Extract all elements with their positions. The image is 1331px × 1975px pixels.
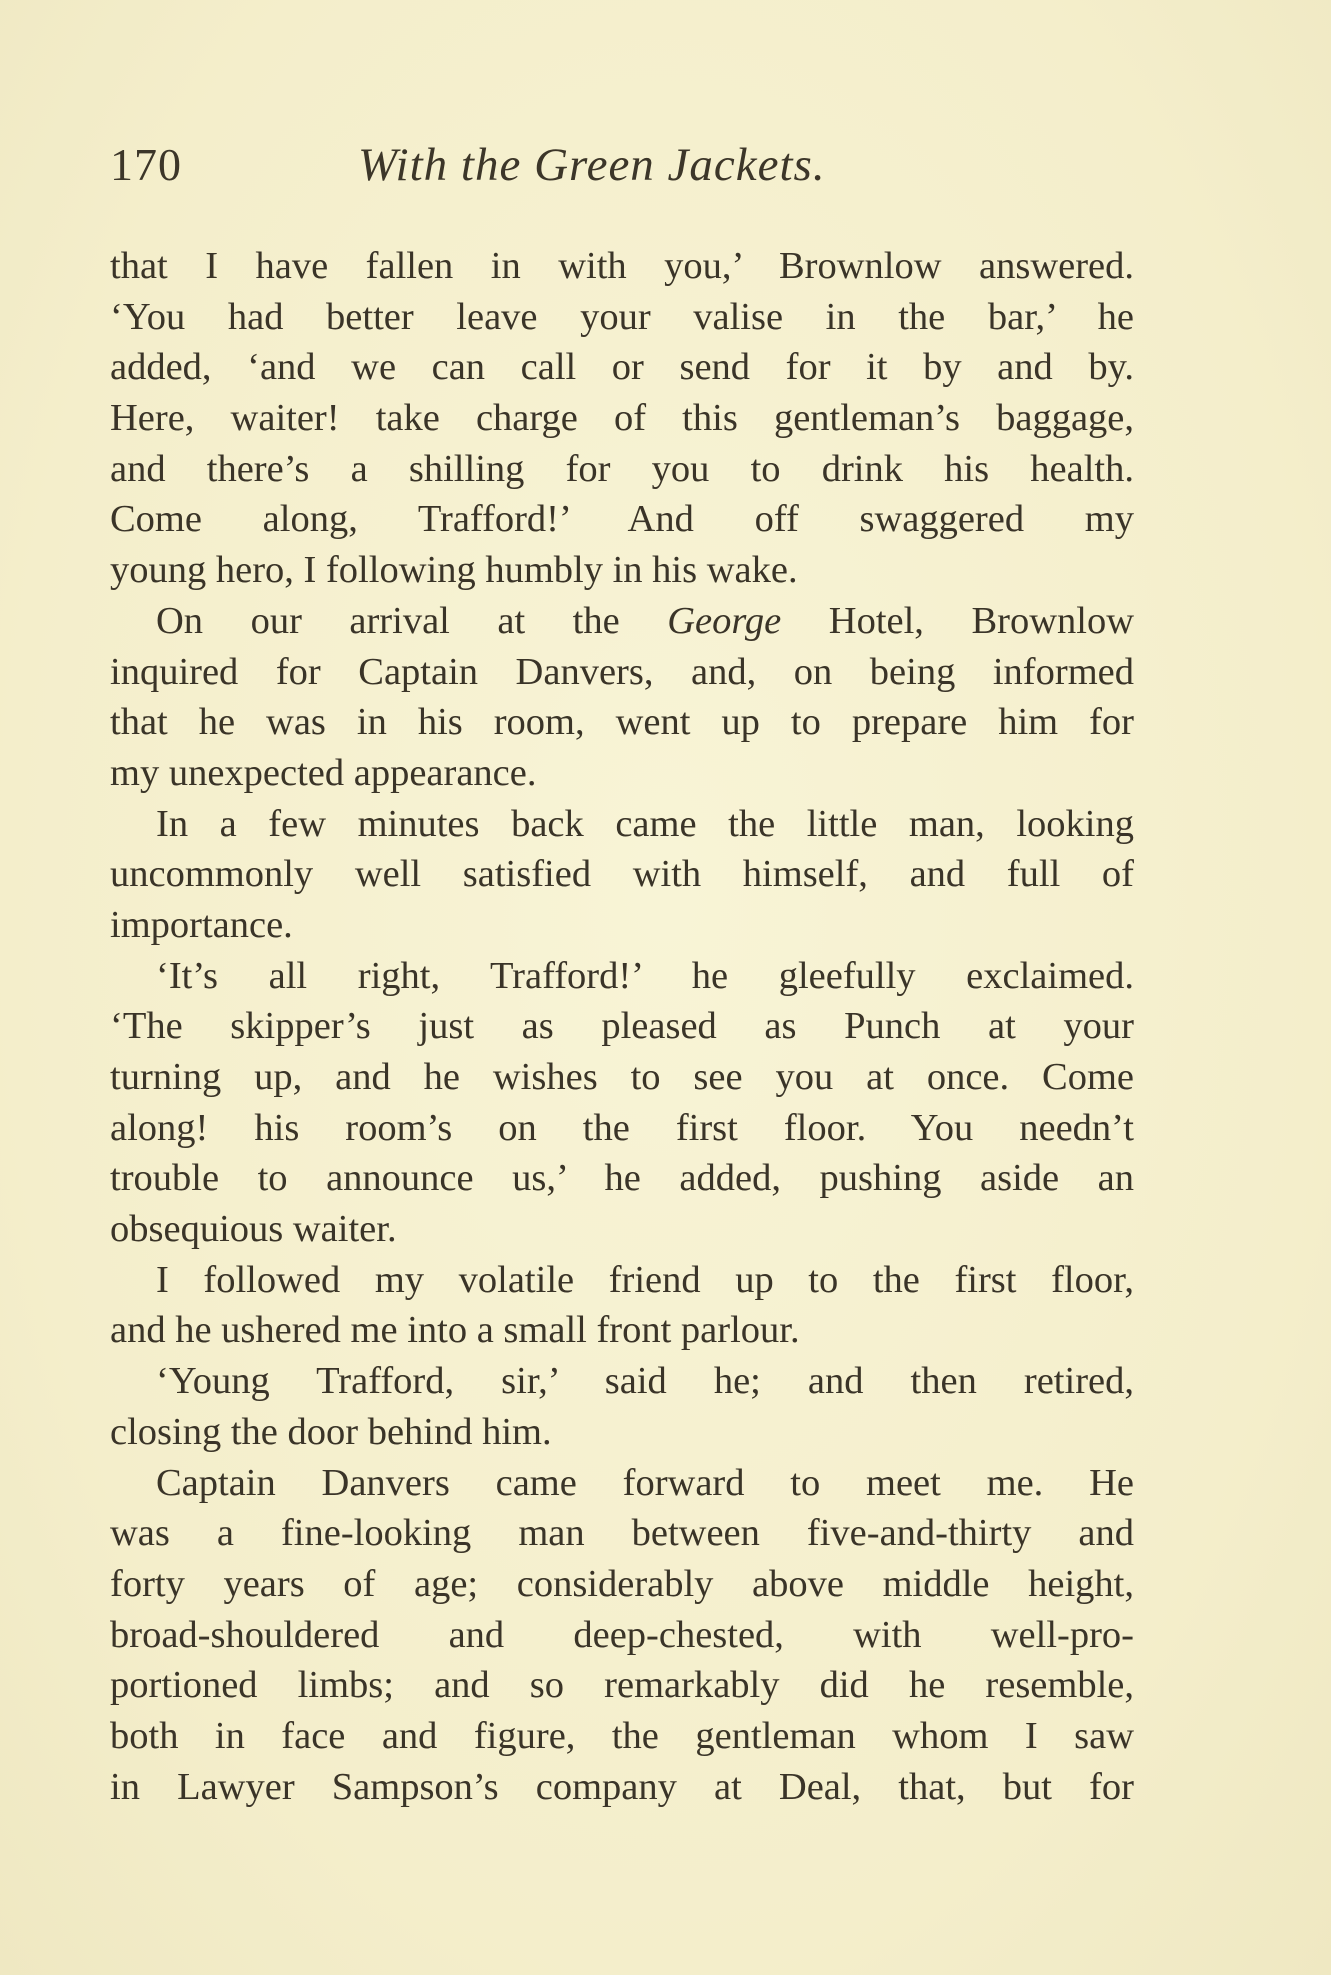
text-line [110, 596, 1134, 647]
text-line: was a fine-looking man between five-and-thirty and [110, 1512, 1134, 1555]
text-line: both in face and figure, the gentleman whom I saw [110, 1714, 1134, 1757]
text-line: added, ‘and we can call or send for it by and by. [110, 346, 1134, 389]
text-segment: Hotel, Brownlow [781, 599, 1135, 642]
text-line: ‘It’s all right, Trafford!’ he gleefully exclaimed. [156, 954, 1134, 997]
running-title: With the Green Jackets. [358, 139, 826, 191]
body-text [110, 241, 1134, 1812]
text-line: portioned limbs; and so remarkably did he resemble, [110, 1664, 1134, 1707]
text-line: my unexpected appearance. [110, 751, 537, 794]
text-line: inquired for Captain Danvers, and, on being informed [110, 650, 1134, 693]
text-line: Captain Danvers came forward to meet me. He [156, 1461, 1134, 1504]
text-line: ‘Young Trafford, sir,’ said he; and then retired, [156, 1360, 1134, 1403]
text-line: I followed my volatile friend up to the first floor, [156, 1258, 1134, 1301]
text-line: forty years of age; considerably above middle height, [110, 1562, 1134, 1605]
text-line: uncommonly well satisfied with himself, and full of [110, 853, 1134, 896]
page-header [110, 138, 1130, 208]
text-line: that he was in his room, went up to prepare him for [110, 701, 1134, 744]
text-line: that I have fallen in with you,’ Brownlow answered. [110, 245, 1134, 287]
text-line: In a few minutes back came the little man, looking [156, 802, 1134, 845]
text-line: turning up, and he wishes to see you at once. Come [110, 1056, 1134, 1098]
text-line: importance. [110, 903, 293, 946]
text-line: ‘You had better leave your valise in the bar,’ he [110, 295, 1134, 338]
text-line: closing the door behind him. [110, 1410, 552, 1453]
text-line: in Lawyer Sampson’s company at Deal, that, but for [110, 1765, 1134, 1808]
text-line: and he ushered me into a small front parlour. [110, 1309, 800, 1352]
text-line: trouble to announce us,’ he added, pushing aside an [110, 1157, 1134, 1200]
text-line: along! his room’s on the first floor. You needn’t [110, 1106, 1134, 1149]
text-line: broad-shouldered and deep-chested, with well-pro- [110, 1613, 1134, 1656]
italic-hotel-name: George [667, 599, 782, 642]
text-line: Here, waiter! take charge of this gentleman’s baggage, [110, 397, 1134, 440]
text-segment: On our arrival at the [156, 599, 668, 642]
text-line: young hero, I following humbly in his wake. [110, 549, 798, 592]
page-number: 170 [110, 139, 182, 190]
text-line: Come along, Trafford!’ And off swaggered my [110, 498, 1134, 541]
text-line: obsequious waiter. [110, 1208, 397, 1251]
text-line: ‘The skipper’s just as pleased as Punch at your [110, 1005, 1134, 1048]
text-line: and there’s a shilling for you to drink his health. [110, 447, 1134, 490]
